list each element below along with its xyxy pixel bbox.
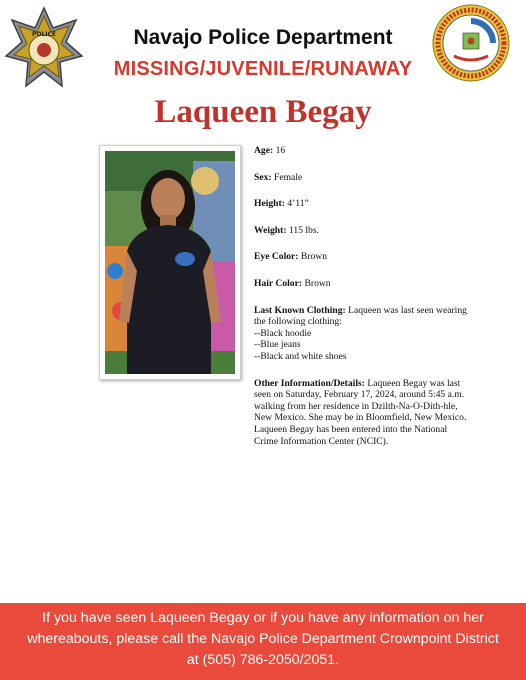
hair-color-value: Brown (304, 277, 331, 289)
other-info-section: Other Information/Details: Laqueen Begay was last seen on Saturday, February 17, 2024, around 5:45 a.m. walking from her residence in Dzilth-Na-O-Dith-hle, New Mexico. She may be in Bloomfield, New Mexico. Laqueen Begay has been entered into the National Crime Information Center (NCIC). (254, 377, 467, 447)
height-row: Height: 4’11” (254, 198, 309, 210)
contact-footer (0, 603, 526, 680)
eye-color-value: Brown (300, 251, 328, 263)
missing-person-photo (99, 145, 241, 380)
clothing-item: --Blue jeans (254, 339, 301, 351)
clothing-intro: Laqueen was last seen wearing the following clothing: (254, 304, 467, 328)
clothing-item: --Black hoodie (254, 327, 312, 339)
age-value: 16 (275, 145, 286, 156)
other-info-text: Laqueen Begay was last seen on Saturday, February 17, 2024, around 5:45 a.m. walking from her residence in Dzilth-Na-O-Dith-hle, New Mexico. She may be in Bloomfield, New Mexico. Laqueen Begay has been entered into the National Crime Information Center (NCIC). (254, 377, 467, 447)
height-value: 4’11” (287, 198, 309, 210)
person-photo-image (105, 151, 235, 374)
eye-color-row: Eye Color: Brown (254, 251, 328, 263)
footer-line: If you have seen Laqueen Begay or if you have any information on her (42, 610, 484, 626)
alert-status-heading: MISSING/JUVENILE/RUNAWAY (113, 58, 413, 80)
sex-row: Sex: Female (254, 171, 303, 183)
clothing-section: Last Known Clothing: Laqueen was last seen wearing the following clothing: --Black hoodie --Blue jeans --Black and white shoes (254, 304, 467, 362)
missing-person-name: Laqueen Begay (154, 94, 372, 130)
department-title: Navajo Police Department (133, 26, 393, 49)
age-row: Age: 16 (254, 145, 286, 156)
clothing-item: --Black and white shoes (254, 350, 347, 362)
person-details (254, 145, 469, 462)
weight-row: Weight: 115 lbs. (254, 224, 319, 236)
badge-text: POLICE (31, 31, 57, 38)
weight-value: 115 lbs. (288, 224, 319, 236)
footer-line: whereabouts, please call the Navajo Police Department Crownpoint District (27, 631, 499, 647)
hair-color-row: Hair Color: Brown (254, 277, 331, 289)
footer-line: at (505) 786-2050/2051. (186, 652, 340, 668)
sex-value: Female (274, 171, 303, 183)
